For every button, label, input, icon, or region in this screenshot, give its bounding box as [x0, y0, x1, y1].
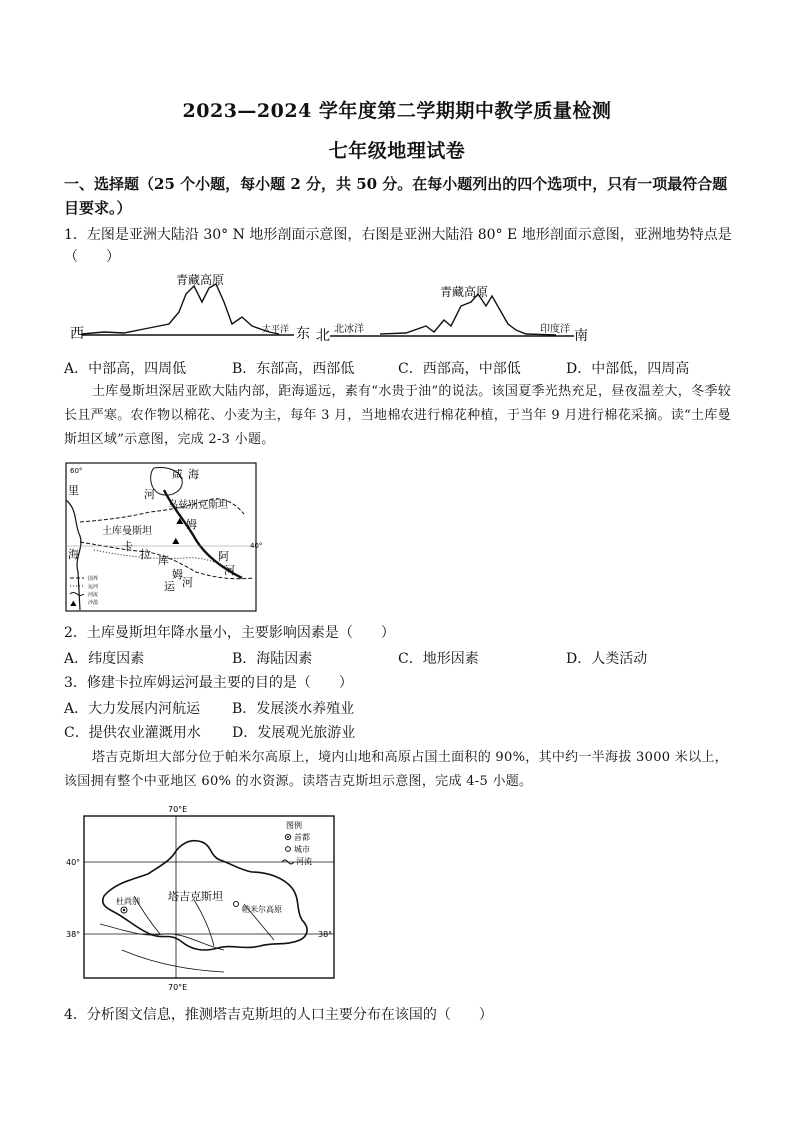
- map1-label-he3: 河: [224, 564, 235, 577]
- section-heading: 一、选择题（25 个小题，每小题 2 分，共 50 分。在每小题列出的四个选项中，只有一项最符合题目要求。）: [64, 175, 728, 217]
- material-turkmenistan: 土库曼斯坦深居亚欧大陆内部，距海遥远，素有“水贵于油”的说法。该国夏季光热充足，昼夜温差大，冬季较长且严寒。农作物以棉花、小麦为主，每年 3 月，当地棉农进行棉花种植，于当年 9 月进行棉花采摘。读“土库曼斯坦区域”示意图，完成 2-3 小题。: [64, 384, 731, 447]
- question-3-stem: 3．修建卡拉库姆运河最主要的目的是（ ）: [64, 675, 353, 691]
- map2-lat-38-right: 38°: [318, 930, 333, 939]
- map1-desert-icon-2: ⛰: [176, 517, 184, 527]
- map2-legend-river: 河流: [296, 857, 312, 866]
- map1-label-he2: 河: [182, 576, 193, 589]
- map1-label-uzbekistan: 乌兹别克斯坦: [168, 500, 228, 511]
- map2-legend-city: 城市: [294, 845, 310, 854]
- q3-option-c: C．提供农业灌溉用水: [64, 725, 201, 741]
- map1-legend-border: 国界: [88, 576, 99, 582]
- left-profile-peak-label: 青藏高原: [176, 273, 225, 287]
- question-1-stem-bracket: （ ）: [64, 249, 120, 265]
- map1-lon-label: 60°: [70, 467, 83, 475]
- map2-legend-capital: 首都: [294, 833, 310, 842]
- q2-option-a: A．纬度因素: [64, 651, 145, 667]
- map1-legend-desert-icon: ⛰: [70, 599, 77, 608]
- map1-label-la: 拉: [140, 548, 151, 561]
- map2-bottom-lon: 70°E: [168, 983, 188, 992]
- q1-option-b: B．东部高，西部低: [232, 361, 355, 377]
- q2-option-c: C．地形因素: [398, 651, 479, 667]
- right-profile-north: 北: [316, 328, 330, 344]
- map1-label-he: 河: [144, 488, 155, 501]
- map1-label-mu: 姆: [186, 518, 197, 531]
- map2-plateau-label: 帕米尔高原: [242, 905, 282, 914]
- q1-option-a: A．中部高，四周低: [64, 361, 187, 377]
- right-profile-ocean-north: 北冰洋: [334, 324, 364, 335]
- right-profile-ocean-south: 印度洋: [540, 324, 570, 335]
- map2-legend-title: 图例: [286, 821, 302, 830]
- right-profile-south: 南: [574, 328, 588, 344]
- q3-option-d: D．发展观光旅游业: [232, 725, 356, 741]
- map1-desert-icon: ⛰: [172, 537, 180, 547]
- q3-option-b: B．发展淡水养殖业: [232, 701, 355, 717]
- map2-lat-38-left: 38°: [66, 930, 81, 939]
- map1-label-turkmenistan: 土库曼斯坦: [102, 526, 152, 537]
- profile-80e-figure: [316, 276, 596, 356]
- map1-label-a: 阿: [218, 550, 229, 563]
- turkmenistan-map: [64, 460, 263, 616]
- map1-legend-river: 河流: [88, 592, 99, 598]
- question-4-stem: 4．分析图文信息，推测塔吉克斯坦的人口主要分布在该国的（ ）: [64, 1007, 493, 1023]
- map1-label-mu2: 姆: [172, 568, 183, 581]
- q2-option-b: B．海陆因素: [232, 651, 313, 667]
- map1-label-ka: 卡: [122, 540, 133, 553]
- exam-title: 2023—2024 学年度第二学期期中教学质量检测: [182, 100, 612, 122]
- q1-option-d: D．中部低，四周高: [566, 361, 690, 377]
- material-tajikistan: 塔吉克斯坦大部分位于帕米尔高原上，境内山地和高原占国土面积的 90%，其中约一半海拔 3000 米以上，该国拥有整个中亚地区 60% 的水资源。读塔吉克斯坦示意图，完成 4-5 小题。: [64, 750, 728, 789]
- map2-lat-40: 40°: [66, 858, 81, 867]
- map1-label-yun: 运: [164, 580, 175, 593]
- question-2-stem: 2．土库曼斯坦年降水量小，主要影响因素是（ ）: [64, 625, 395, 641]
- left-profile-west: 西: [70, 326, 84, 342]
- map1-label-xian: 咸: [172, 468, 183, 481]
- left-profile-ocean: 太平洋: [262, 325, 290, 335]
- exam-subtitle: 七年级地理试卷: [328, 140, 466, 162]
- left-profile-east: 东: [296, 326, 310, 342]
- question-1-stem: 1．左图是亚洲大陆沿 30° N 地形剖面示意图，右图是亚洲大陆沿 80° E 地形剖面示意图，亚洲地势特点是: [64, 227, 732, 243]
- map1-legend-desert: 沙漠: [88, 600, 99, 606]
- right-profile-peak-label: 青藏高原: [440, 285, 489, 299]
- map2-capital-label: 杜尚别: [116, 897, 140, 906]
- map1-label-li: 里: [68, 484, 79, 497]
- q2-option-d: D．人类活动: [566, 651, 648, 667]
- map1-label-ku: 库: [158, 554, 169, 567]
- q1-option-c: C．西部高，中部低: [398, 361, 521, 377]
- profile-30n-figure: [64, 272, 314, 352]
- q3-option-a: A．大力发展内河航运: [64, 701, 201, 717]
- map2-country-label: 塔吉克斯坦: [168, 890, 223, 903]
- map1-label-hai: 海: [188, 468, 199, 481]
- map2-top-lon: 70°E: [168, 805, 188, 814]
- map1-lat-label: 40°: [250, 542, 263, 550]
- tajikistan-map: [64, 800, 348, 992]
- map1-legend-canal: 运河: [88, 584, 99, 590]
- map1-label-hai2: 海: [68, 548, 79, 561]
